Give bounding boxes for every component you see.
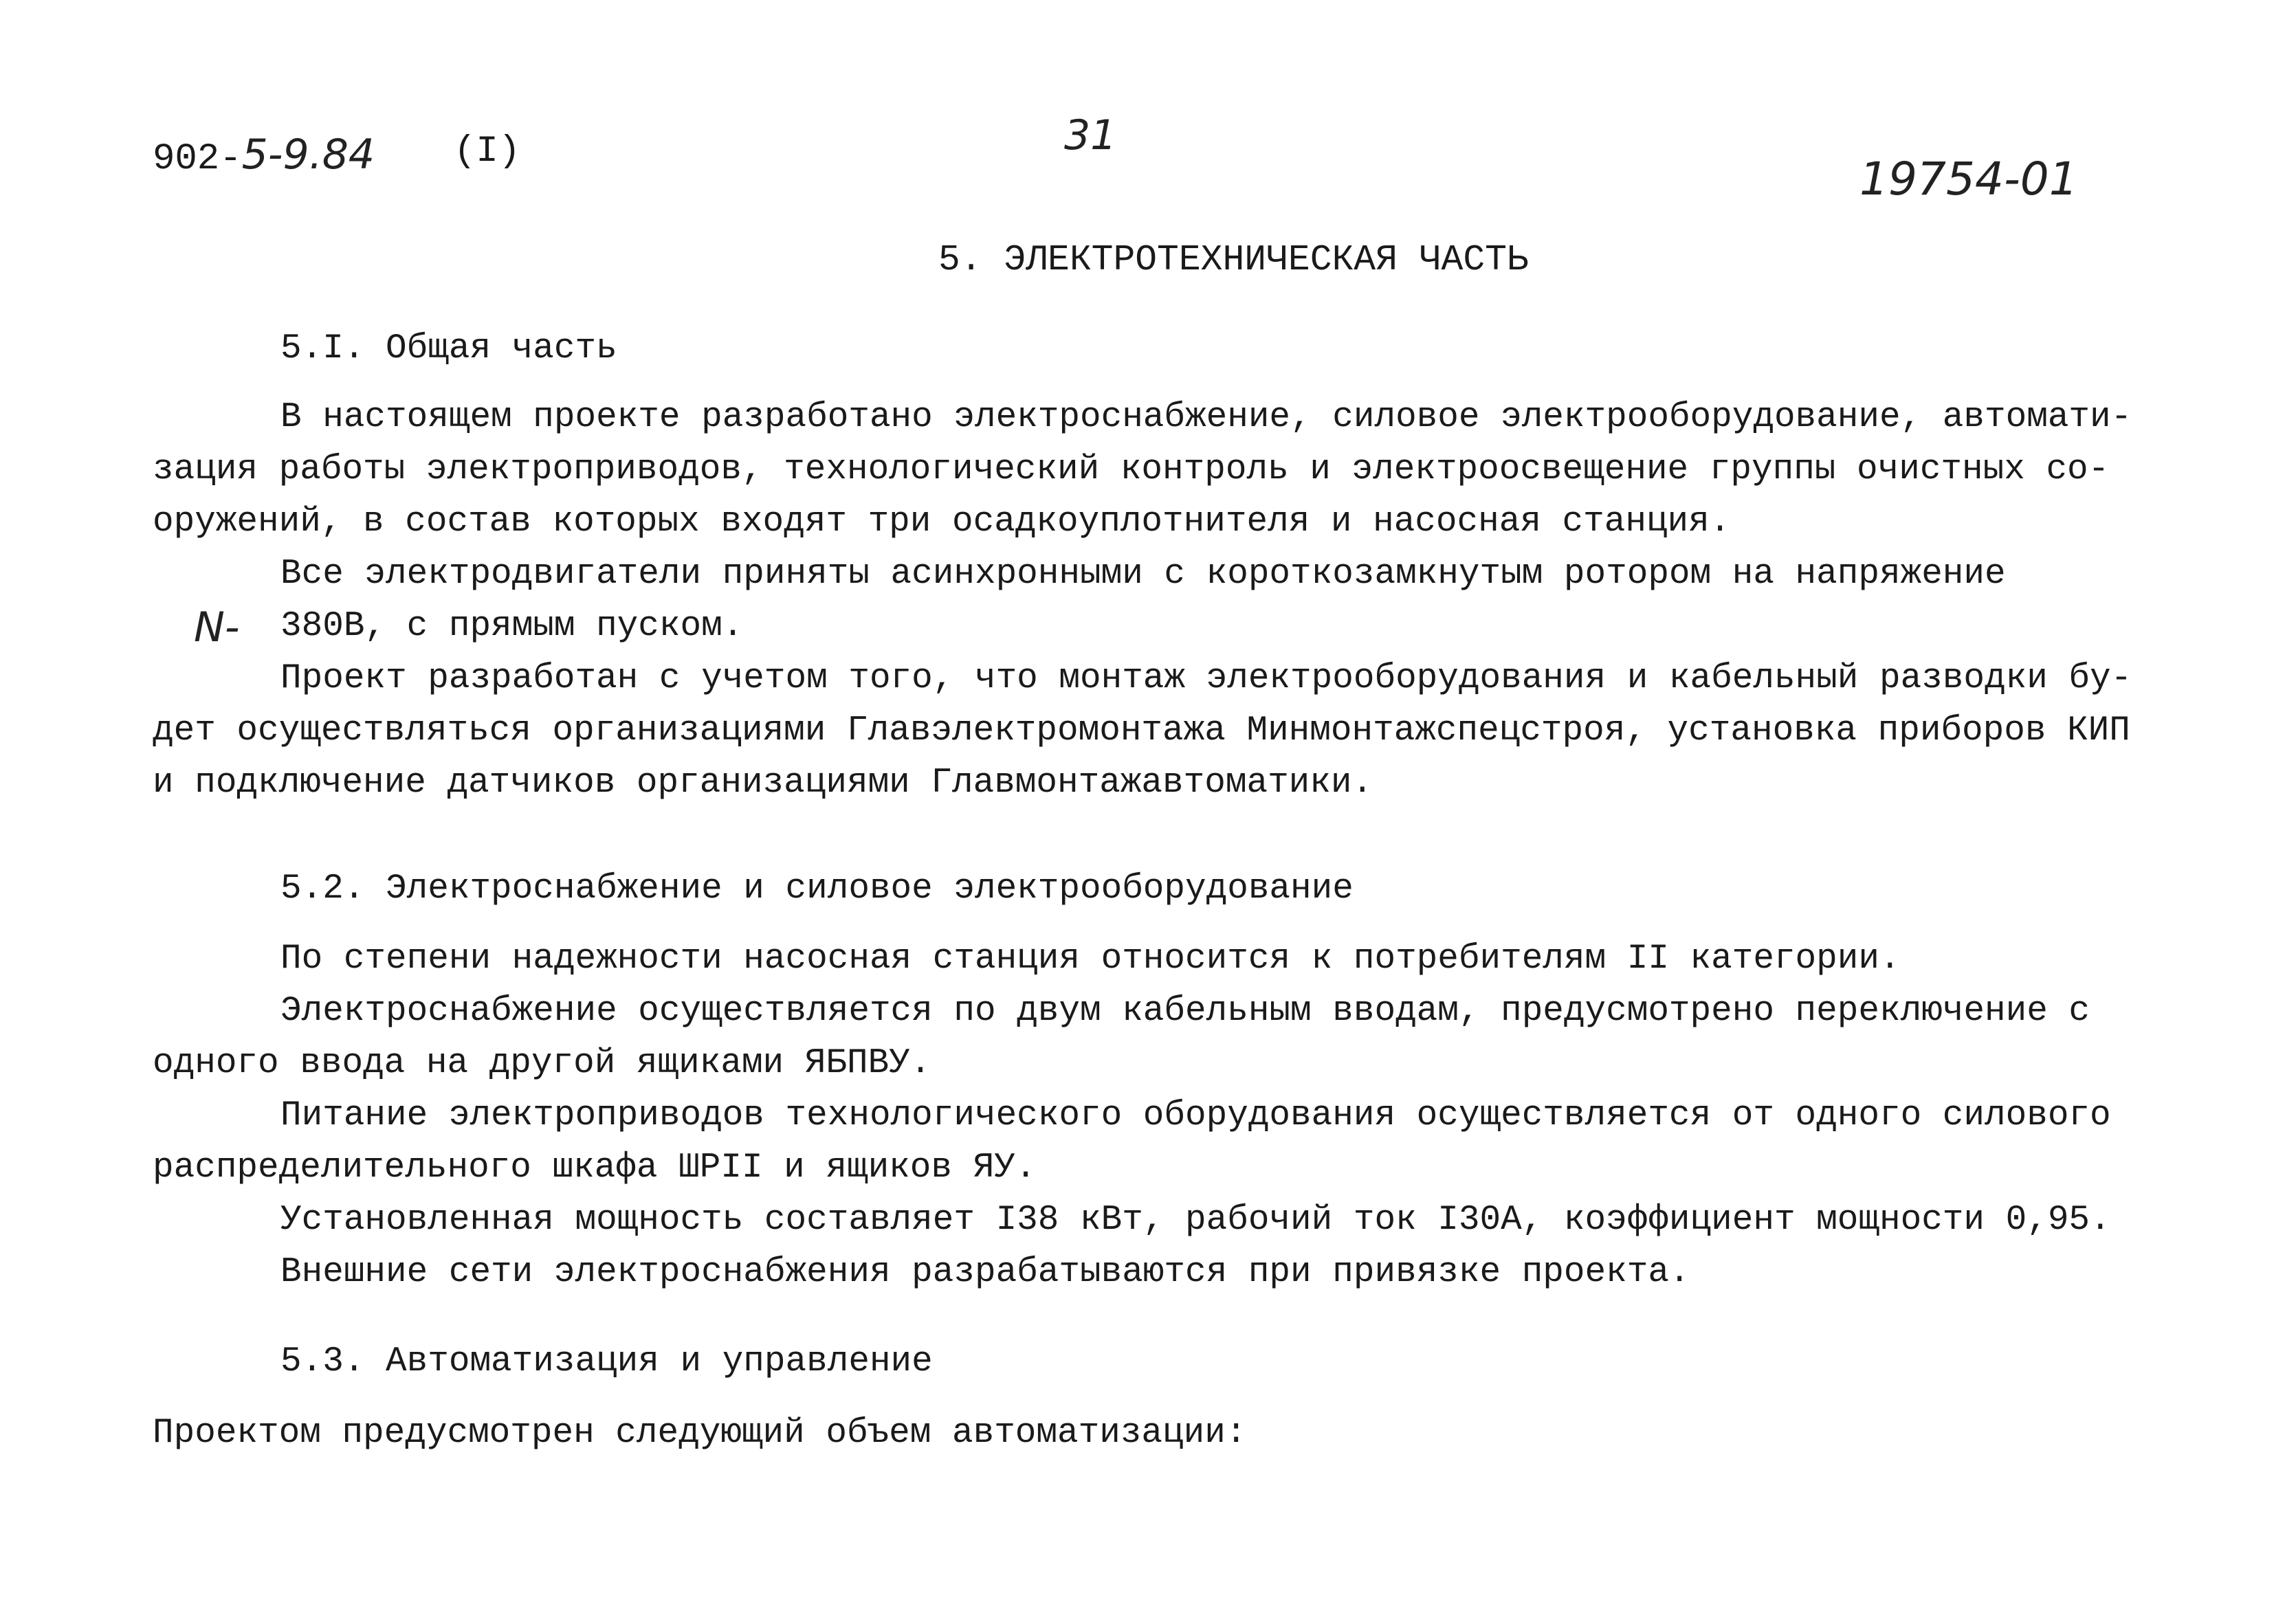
- margin-handwritten-mark: N-: [194, 603, 240, 652]
- paragraph-line: дет осуществляться организациями Главэлектромонтажа Минмонтажспецстроя, установка приборов КИП: [153, 711, 2130, 750]
- section-heading-5-2: 5.2. Электроснабжение и силовое электрооборудование: [280, 869, 1354, 909]
- paragraph-line: одного ввода на другой ящиками ЯБПВУ.: [153, 1044, 931, 1083]
- document-number: 19754-01: [1859, 153, 2078, 205]
- paragraph-line: распределительного шкафа ШРII и ящиков ЯУ.: [153, 1148, 1037, 1188]
- series-printed: 902-: [153, 138, 242, 180]
- section-heading-5-3: 5.3. Автоматизация и управление: [280, 1342, 933, 1381]
- paragraph-line: Электроснабжение осуществляется по двум кабельным вводам, предусмотрено переключение с: [280, 992, 2090, 1031]
- page-number: 31: [1064, 111, 1117, 159]
- paragraph-line: Проект разработан с учетом того, что монтаж электрооборудования и кабельный разводки бу-: [280, 659, 2132, 698]
- paragraph-line: Установленная мощность составляет I38 кВт, рабочий ток I30А, коэффициент мощности 0,95.: [280, 1201, 2111, 1240]
- series-handwritten: 5-9.84: [241, 131, 375, 179]
- paragraph-line: Все электродвигатели приняты асинхронными с короткозамкнутым ротором на напряжение: [280, 555, 2006, 594]
- volume-number: (I): [454, 131, 521, 173]
- paragraph-line: 380В, с прямым пуском.: [280, 607, 744, 646]
- paragraph-line: В настоящем проекте разработано электроснабжение, силовое электрооборудование, автомати-: [280, 398, 2132, 437]
- paragraph-line: Проектом предусмотрен следующий объем автоматизации:: [153, 1414, 1247, 1453]
- document-series: [153, 131, 375, 180]
- paragraph-line: зация работы электроприводов, технологический контроль и электроосвещение группы очистных со-: [153, 450, 2110, 489]
- paragraph-line: оружений, в состав которых входят три осадкоуплотнителя и насосная станция.: [153, 502, 1731, 542]
- page-title: 5. ЭЛЕКТРОТЕХНИЧЕСКАЯ ЧАСТЬ: [938, 239, 1529, 280]
- paragraph-line: По степени надежности насосная станция относится к потребителям II категории.: [280, 939, 1901, 979]
- paragraph-line: и подключение датчиков организациями Главмонтажавтоматики.: [153, 764, 1373, 803]
- paragraph-line: Внешние сети электроснабжения разрабатываются при привязке проекта.: [280, 1253, 1690, 1292]
- paragraph-line: Питание электроприводов технологического оборудования осуществляется от одного силового: [280, 1096, 2111, 1135]
- section-heading-5-1: 5.I. Общая часть: [280, 329, 617, 368]
